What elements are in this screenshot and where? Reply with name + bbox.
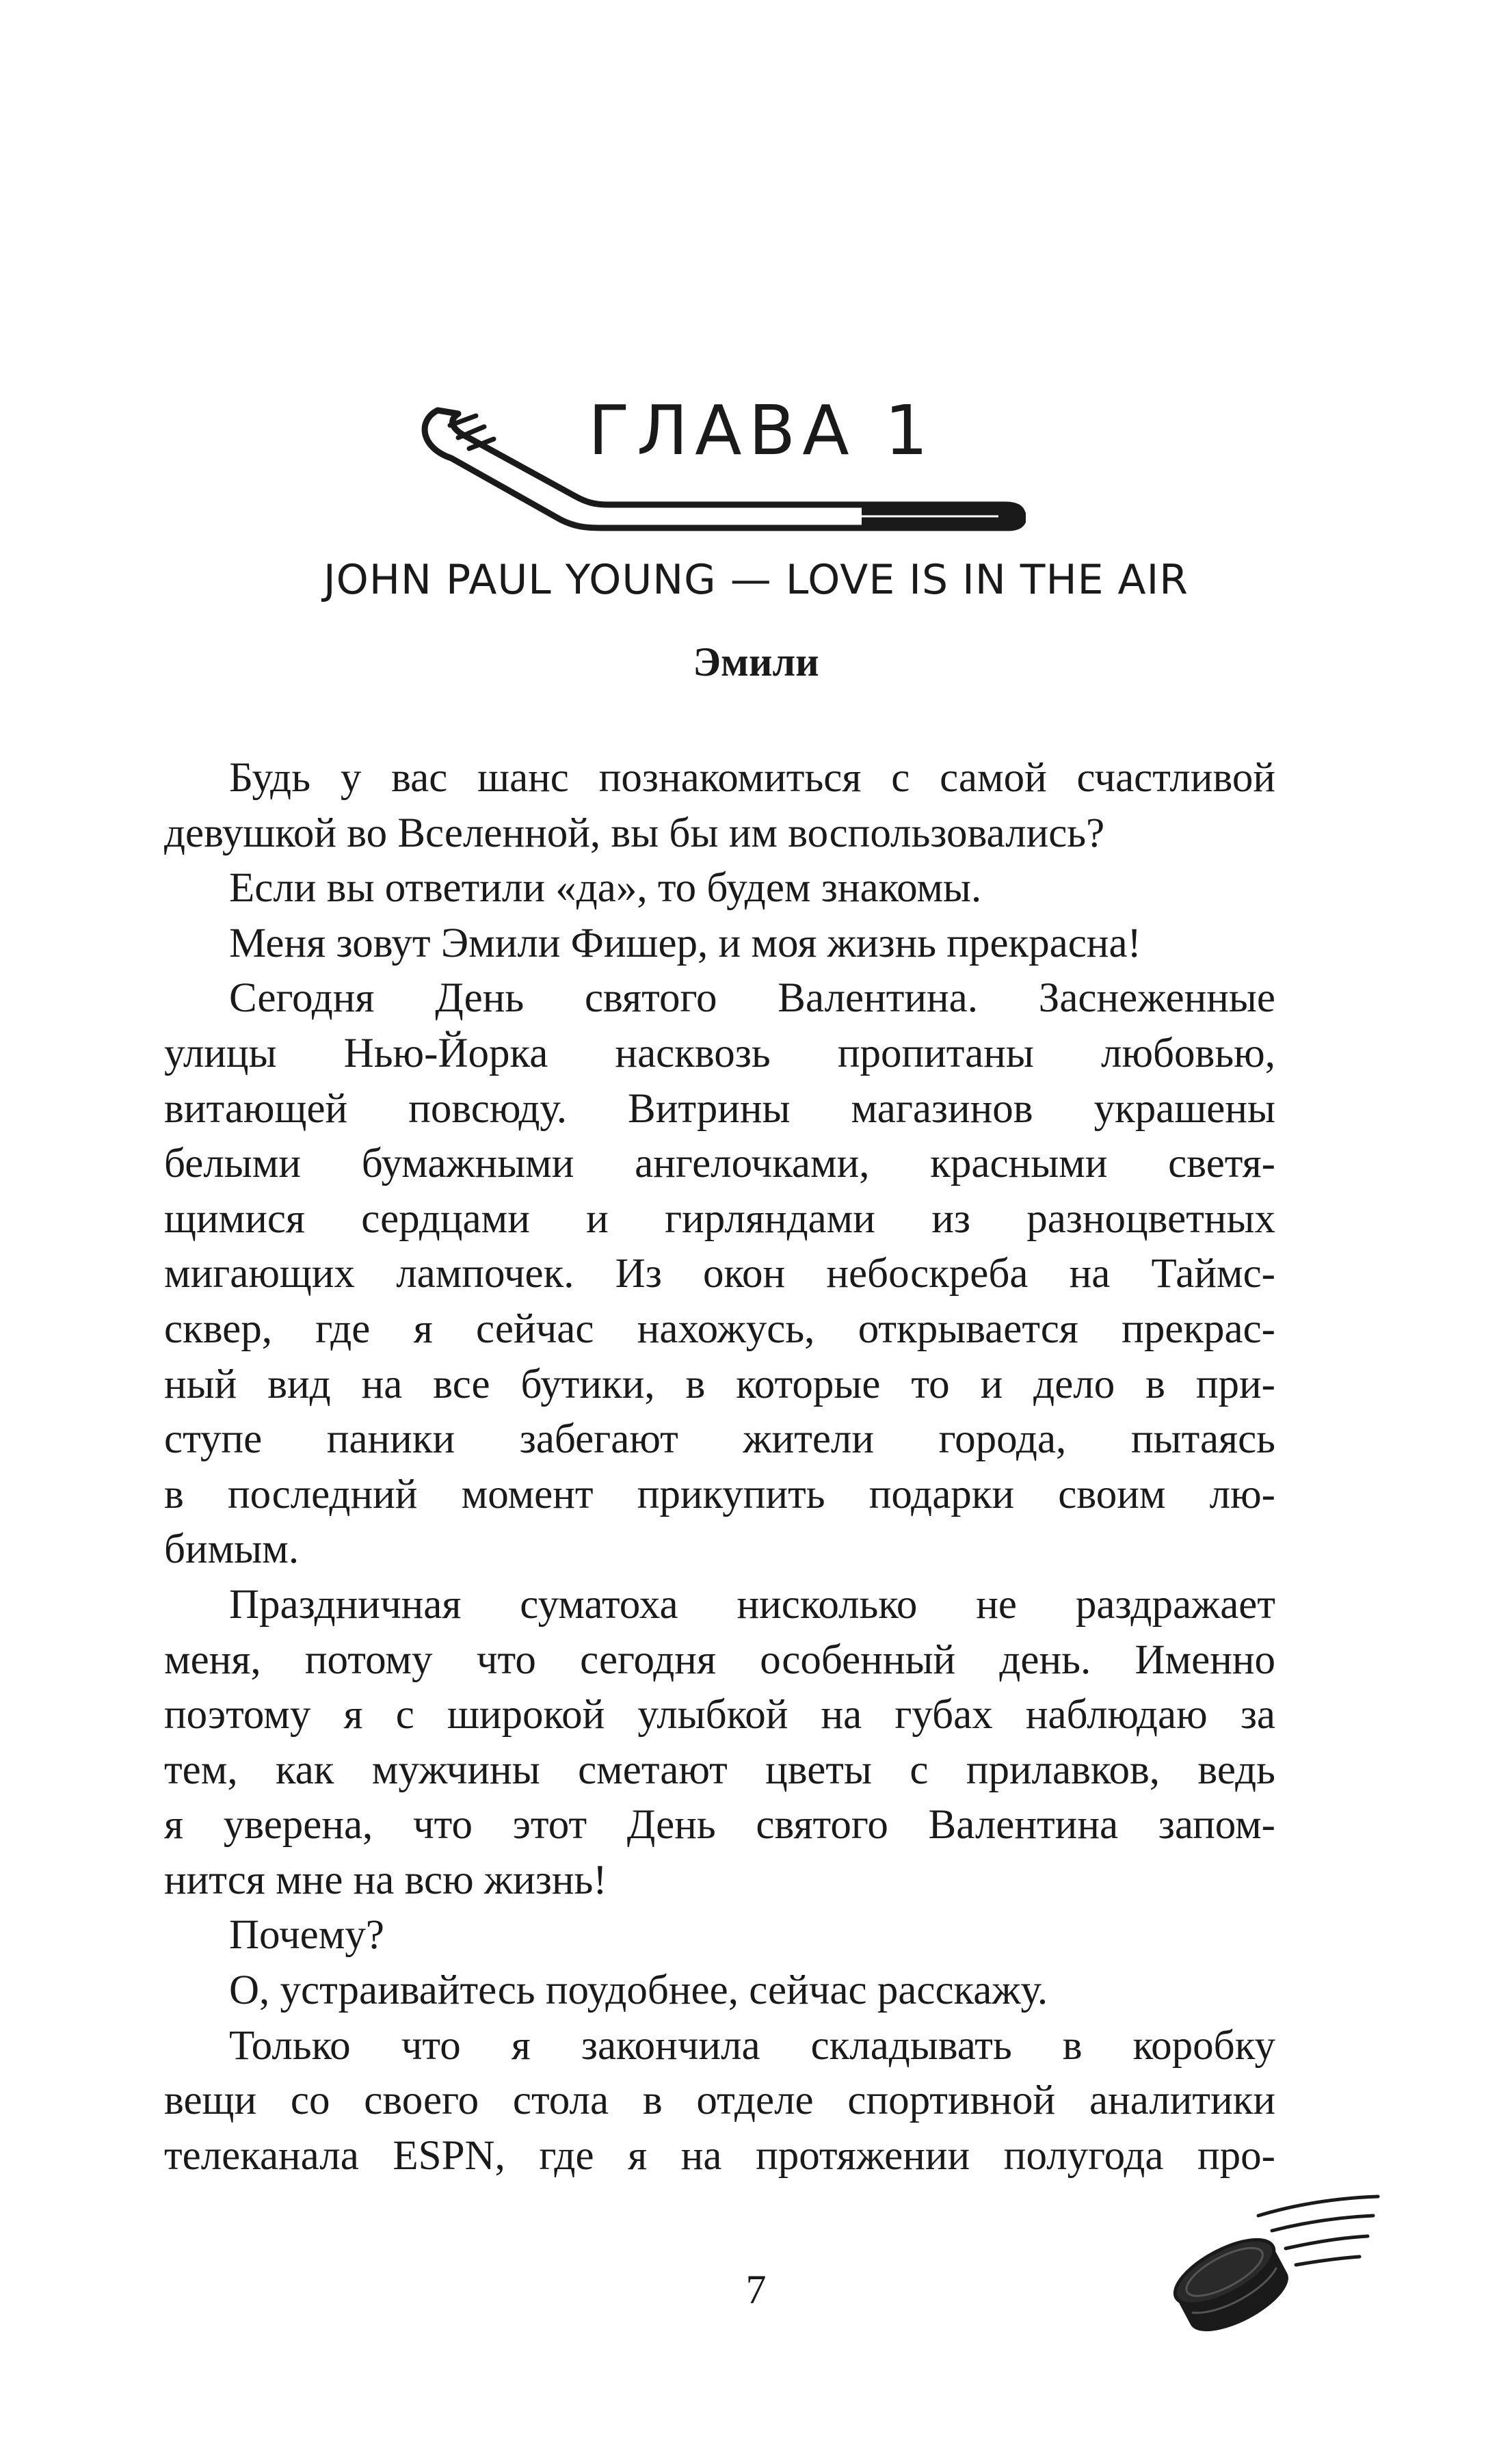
text-line: Меня зовут Эмили Фишер, и моя жизнь прекрасна! xyxy=(229,920,1141,966)
text-line: О, устраивайтесь поудобнее, сейчас расскажу. xyxy=(229,1967,1048,2014)
text-line: Только что я закончила складывать в коробку xyxy=(229,2022,1275,2069)
chapter-title: ГЛАВА 1 xyxy=(588,390,936,470)
text-line: щимися сердцами и гирляндами из разноцветных xyxy=(164,1195,1275,1242)
text-line: телеканала ESPN, где я на протяжении полугода про- xyxy=(164,2132,1275,2179)
text-line: Если вы ответили «да», то будем знакомы. xyxy=(229,865,982,912)
text-line: поэтому я с широкой улыбкой на губах наблюдаю за xyxy=(164,1692,1275,1738)
text-line: девушкой во Вселенной, вы бы им воспользовались? xyxy=(164,810,1105,856)
text-line: сквер, где я сейчас нахожусь, открывается прекрас- xyxy=(164,1305,1275,1352)
narrator-name: Эмили xyxy=(693,639,819,685)
chapter-epigraph-song: JOHN PAUL YOUNG — LOVE IS IN THE AIR xyxy=(323,556,1189,604)
chapter-body xyxy=(164,751,1275,2184)
text-line: витающей повсюду. Витрины магазинов украшены xyxy=(164,1085,1275,1132)
text-line: тем, как мужчины сметают цветы с прилавков, ведь xyxy=(164,1747,1275,1793)
text-line: белыми бумажными ангелочками, красными светя- xyxy=(164,1141,1275,1187)
text-line: меня, потому что сегодня особенный день. Именно xyxy=(164,1636,1275,1683)
text-line: ступе паники забегают жители города, пытаясь xyxy=(164,1416,1275,1463)
text-line: Почему? xyxy=(229,1912,384,1959)
text-line: Будь у вас шанс познакомиться с самой счастливой xyxy=(229,755,1275,801)
text-line: в последний момент прикупить подарки своим лю- xyxy=(164,1471,1275,1517)
text-line: я уверена, что этот День святого Валентина запом- xyxy=(164,1802,1275,1848)
text-line: бимым. xyxy=(164,1526,300,1573)
text-line: мигающих лампочек. Из окон небоскреба на Таймс- xyxy=(164,1251,1275,1297)
text-line: вещи со своего стола в отделе спортивной аналитики xyxy=(164,2078,1275,2124)
text-line: Праздничная суматоха нисколько не раздражает xyxy=(229,1581,1275,1628)
page-number: 7 xyxy=(745,2267,767,2312)
text-line: ный вид на все бутики, в которые то и дело в при- xyxy=(164,1361,1275,1407)
text-line: нится мне на всю жизнь! xyxy=(164,1857,607,1903)
text-line: улицы Нью-Йорка насквозь пропитаны любовью, xyxy=(164,1030,1275,1076)
hockey-puck-icon xyxy=(1156,2188,1381,2346)
text-line: Сегодня День святого Валентина. Заснеженные xyxy=(229,975,1275,1022)
